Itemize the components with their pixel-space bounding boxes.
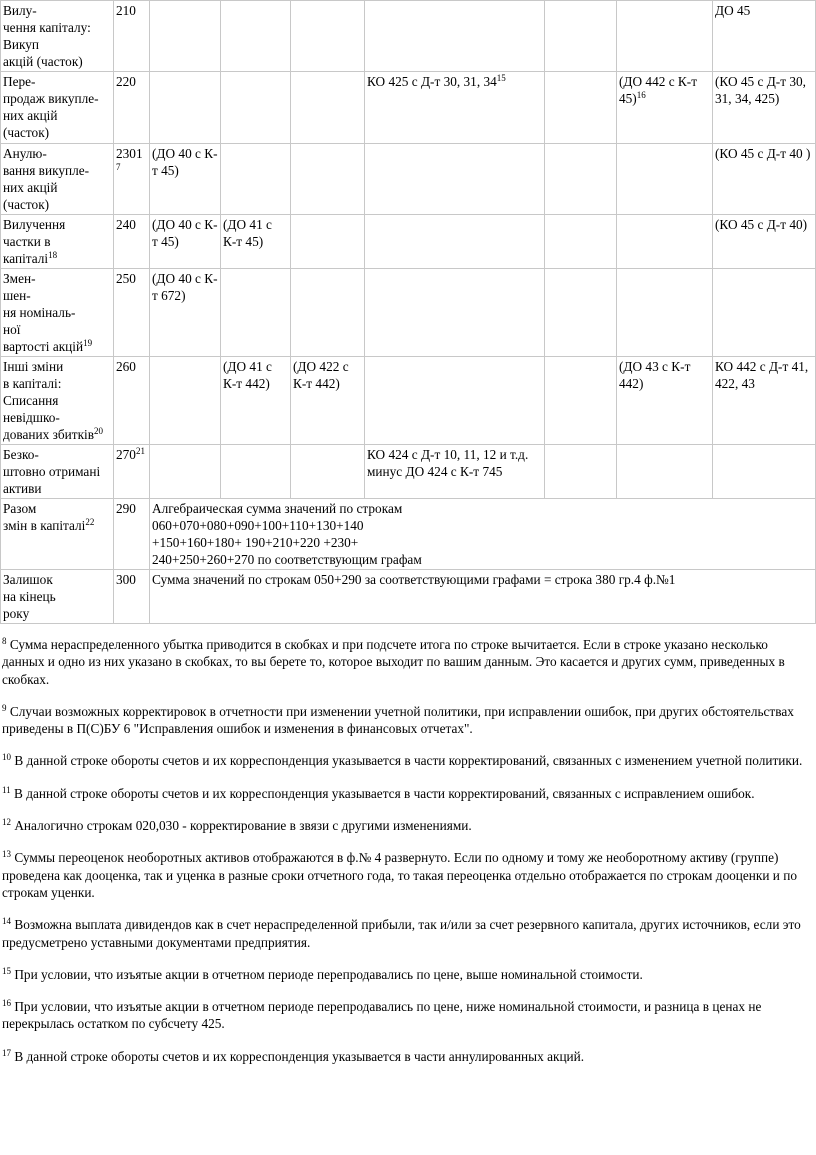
row-label: Залишок на кінець року xyxy=(1,570,114,624)
footnote: $^{16}$ При условии, что изъятые акции в отчетном периоде перепродавались по цене, ниже номинальной стоимости, и разница в ценах не перекрылась остатком по субсчету 425. xyxy=(2,998,762,1032)
row-label: Змен- шен- ня номіналь- ної вартості акцій$^{19}$ xyxy=(1,269,114,357)
footnote: $^{15}$ При условии, что изъятые акции в отчетном периоде перепродавались по цене, выше номинальной стоимости. xyxy=(2,965,643,982)
cell-entry: КО 442 с Д-т 41, 422, 43 xyxy=(713,357,816,445)
row-code: 240 xyxy=(114,215,150,269)
cell-entry: (ДО 40 с К-т 45) xyxy=(150,215,221,269)
cell-entry: КО 424 с Д-т 10, 11, 12 и т.д. минус ДО 424 с К-т 745 xyxy=(365,445,545,499)
footnote-number: 13 xyxy=(2,849,11,860)
row-code: 220 xyxy=(114,72,150,144)
cell-entry: КО 425 с Д-т 30, 31, $34^{15}$ xyxy=(365,72,545,144)
footnote: $^{10}$ В данной строке обороты счетов и их корреспонденция указывается в части корректирований, связанных с изменением учетной политики. xyxy=(2,752,803,769)
cell-entry: (ДО 40 с К-т 45) xyxy=(150,144,221,215)
footnote-ref: 21 xyxy=(135,446,145,456)
table-row xyxy=(1,445,816,499)
cell-entry: (ДО 43 с К-т 442) xyxy=(617,357,713,445)
footnote-ref: 22 xyxy=(85,517,95,527)
merged-cell: Сумма значений по строкам 050+290 за соответствующими графами = строка 380 гр.4 ф.№1 xyxy=(150,570,816,624)
footnote-ref: 19 xyxy=(83,338,93,348)
footnote: $^{13}$ Суммы переоценок необоротных активов отображаются в ф.№ 4 развернуто. Если по одному и тому же необоротному активу (группе) проведена как дооценка, так и уценка в разные сроки отчетного года, то такая переоценка отдельно отображается по строкам дооценки и по строкам уценки. xyxy=(2,849,798,900)
row-code: 300 xyxy=(114,570,150,624)
row-label: Вилу- чення капіталу: Викуп акцій (часток) xyxy=(1,1,114,72)
footnote-number: 17 xyxy=(2,1047,11,1058)
footnote-number: 10 xyxy=(2,752,11,763)
table-row xyxy=(1,499,816,570)
footnote-ref: 7 xyxy=(116,162,121,172)
row-code: 210 xyxy=(114,1,150,72)
footnote: $^{14}$ Возможна выплата дивидендов как в счет нераспределенной прибыли, так и/или за счет резервного капитала, других источников, если это предусметрено уставными документами предприятия. xyxy=(2,916,801,950)
footnote-number: 12 xyxy=(2,817,11,828)
footnote-ref: 18 xyxy=(48,250,58,260)
footnote: $^{11}$ В данной строке обороты счетов и их корреспонденция указывается в части корректирований, связанных с исправлением ошибок. xyxy=(2,784,755,801)
cell-entry: (ДО 422 с К-т 442) xyxy=(291,357,365,445)
cell-entry: (ДО 40 с К-т 672) xyxy=(150,269,221,357)
cell-entry: (ДО 442 с К-т 45)$^{16}$ xyxy=(617,72,713,144)
footnote: $^{12}$ Аналогично строкам 020,030 - корректирование в звязи с другими изменениями. xyxy=(2,817,472,834)
footnote-ref: 16 xyxy=(636,90,646,100)
table-row xyxy=(1,215,816,269)
row-label: Вилучення частки в капіталі$^{18}$ xyxy=(1,215,114,269)
row-code: 250 xyxy=(114,269,150,357)
footnote: $^9$ Случаи возможных корректировок в отчетности при изменении учетной политики, при исправлении ошибок, при других обстоятельствах приведены в П(С)БУ 6 "Исправления ошибок и изменения в финансовых отчетах". xyxy=(2,702,794,737)
footnotes xyxy=(2,636,812,1080)
row-label: Анулю- вання викупле- них акцій (часток) xyxy=(1,144,114,215)
footnote: $^8$ Сумма нераспределенного убытка приводится в скобках и при подсчете итога по строке вычитается. Если в строке указано несколько данных и одно из них указано в скобках, то вы берете то, которое выходит по вашим данным. Это касается и других сумм, приведенных в скобках. xyxy=(2,636,785,687)
row-code: 2301$^7$ xyxy=(114,144,150,215)
cell-entry: (ДО 41 с К-т 442) xyxy=(221,357,291,445)
row-code: 290 xyxy=(114,499,150,570)
footnote: $^{17}$ В данной строке обороты счетов и их корреспонденция указывается в части аннулированных акций. xyxy=(2,1047,585,1064)
footnote-number: 16 xyxy=(2,998,11,1009)
table-row xyxy=(1,269,816,357)
footnote-ref: 20 xyxy=(94,426,104,436)
row-label: Разом змін в капіталі$^{22}$ xyxy=(1,499,114,570)
footnote-number: 14 xyxy=(2,916,11,927)
row-label: Безко- штовно отримані активи xyxy=(1,445,114,499)
footnote-number: 15 xyxy=(2,965,11,976)
footnote-number: 8 xyxy=(2,636,7,646)
table-row xyxy=(1,357,816,445)
cell-entry: (ДО 41 с К-т 45) xyxy=(221,215,291,269)
cell-entry: (КО 45 с Д-т 40 ) xyxy=(713,144,816,215)
row-label: Інші зміни в капіталі: Списання невідшко- дованих збитків$^{20}$ xyxy=(1,357,114,445)
row-code: 260 xyxy=(114,357,150,445)
cell-entry: (КО 45 с Д-т 40) xyxy=(713,215,816,269)
footnote-number: 11 xyxy=(2,784,11,795)
table-row xyxy=(1,1,816,72)
table-row xyxy=(1,72,816,144)
cell-entry: (КО 45 с Д-т 30, 31, 34, 425) xyxy=(713,72,816,144)
cell-entry: ДО 45 xyxy=(713,1,816,72)
row-code: $270^{21}$ xyxy=(114,445,150,499)
row-label: Пере- продаж викупле- них акцій (часток) xyxy=(1,72,114,144)
table-row xyxy=(1,570,816,624)
footnote-number: 9 xyxy=(2,702,7,713)
footnote-ref: 15 xyxy=(496,73,506,83)
table-row xyxy=(1,144,816,215)
merged-cell: Алгебраическая сумма значений по строкам 060+070+080+090+100+110+130+140 +150+160+180+ 190+210+220 +230+ 240+250+260+270 по соответствующим графам xyxy=(150,499,816,570)
